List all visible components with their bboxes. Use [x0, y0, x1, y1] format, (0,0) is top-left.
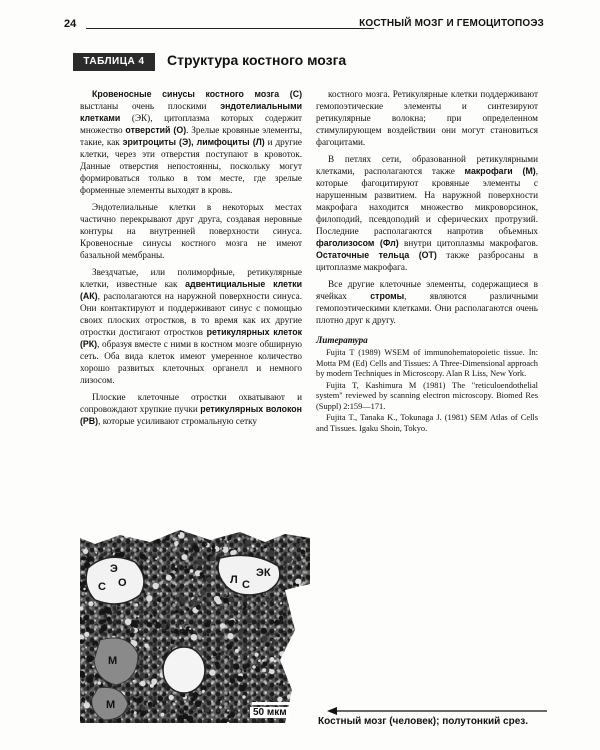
- cell-dot: [237, 676, 243, 682]
- text-run: , которые усиливают стромальную сетку: [98, 416, 258, 426]
- bold-term: ретикулярных клеток (РК): [80, 327, 302, 349]
- cell-dot: [261, 547, 263, 549]
- cell-dot: [205, 543, 208, 546]
- cell-dot: [146, 544, 148, 546]
- cell-dot: [158, 696, 163, 701]
- cell-dot: [274, 620, 280, 626]
- cell-dot: [200, 572, 204, 576]
- cell-dot: [164, 705, 170, 711]
- page-header: [64, 14, 544, 34]
- cell-dot: [227, 633, 233, 639]
- cell-dot: [166, 575, 172, 581]
- cell-dot: [220, 606, 224, 610]
- cell-dot: [157, 661, 162, 666]
- cell-dot: [147, 622, 152, 627]
- cell-dot: [264, 545, 267, 548]
- paragraph: [80, 391, 302, 427]
- cell-dot: [131, 628, 135, 632]
- cell-dot: [262, 668, 266, 672]
- cell-dot: [173, 597, 175, 599]
- cell-dot: [82, 569, 84, 571]
- cell-dot: [264, 603, 266, 605]
- cell-dot: [181, 622, 183, 624]
- cell-dot: [242, 656, 244, 658]
- figure-caption: Костный мозг (человек); полутонкий срез.: [318, 716, 529, 727]
- cell-dot: [270, 669, 275, 674]
- cell-dot: [83, 588, 85, 590]
- cell-dot: [156, 539, 161, 544]
- cell-dot: [230, 678, 236, 684]
- bold-term: стромы: [370, 291, 405, 301]
- cell-dot: [266, 599, 271, 604]
- cell-dot: [162, 570, 165, 573]
- left-column: [80, 88, 302, 432]
- cell-dot: [189, 628, 191, 630]
- paragraph: [80, 201, 302, 261]
- cell-dot: [82, 556, 86, 560]
- cell-dot: [195, 713, 197, 715]
- cell-dot: [246, 617, 253, 624]
- cell-dot: [277, 634, 280, 637]
- cell-dot: [299, 539, 303, 543]
- text-run: выстланы очень плоскими: [80, 101, 221, 111]
- cell-dot: [161, 713, 165, 717]
- cell-dot: [146, 595, 152, 601]
- text-run: и другие клетки, через эти отверстия поступают в кровоток. Данные отверстия непостоянны, поскольку могут формироваться только в том месте, где зрелые форменные элементы выходят в кровь.: [80, 137, 302, 195]
- bold-term: макрофаги (М): [464, 166, 536, 176]
- cell-dot: [215, 546, 218, 549]
- cell-dot: [175, 544, 178, 547]
- page-number: 24: [64, 18, 77, 30]
- cell-dot: [303, 555, 305, 557]
- cell-dot: [206, 587, 211, 592]
- cell-dot: [175, 629, 178, 632]
- cell-dot: [117, 718, 121, 722]
- cell-dot: [226, 644, 232, 650]
- cell-dot: [215, 661, 220, 666]
- cell-dot: [137, 697, 143, 703]
- cell-dot: [236, 595, 238, 597]
- cell-dot: [234, 711, 237, 714]
- cell-dot: [178, 706, 180, 708]
- cell-dot: [195, 700, 202, 707]
- cell-dot: [269, 719, 271, 721]
- label-c-left: С: [98, 581, 106, 593]
- table-heading: [65, 50, 545, 74]
- cell-dot: [157, 598, 162, 603]
- cell-dot: [147, 561, 149, 563]
- cell-dot: [111, 552, 113, 554]
- label-ek: ЭК: [256, 567, 271, 579]
- cell-dot: [155, 558, 157, 560]
- bold-term: фаголизосом (Фл): [316, 238, 399, 248]
- cell-dot: [151, 679, 157, 685]
- cell-dot: [244, 536, 246, 538]
- cell-dot: [104, 607, 108, 611]
- text-run: Плоские клеточные отростки охватывают и сопровождают хрупкие пучки: [80, 392, 302, 414]
- cell-dot: [86, 655, 93, 662]
- cell-dot: [282, 545, 284, 547]
- cell-dot: [187, 539, 192, 544]
- cell-dot: [98, 681, 101, 684]
- cell-dot: [169, 557, 173, 561]
- cell-dot: [131, 710, 134, 713]
- scale-bar-line: [252, 702, 294, 705]
- cell-dot: [225, 652, 228, 655]
- cell-dot: [205, 642, 208, 645]
- cell-dot: [229, 712, 235, 718]
- cell-dot: [83, 615, 89, 621]
- cell-dot: [205, 622, 211, 628]
- cell-dot: [258, 659, 261, 662]
- cell-dot: [280, 680, 283, 683]
- cell-dot: [283, 613, 286, 616]
- cell-dot: [213, 652, 217, 656]
- cell-dot: [252, 545, 255, 548]
- cell-dot: [84, 687, 87, 690]
- cell-dot: [130, 632, 135, 637]
- cell-dot: [84, 632, 89, 637]
- cell-dot: [272, 639, 276, 643]
- bold-term: эритроциты (Э), лимфоциты (Л): [122, 137, 265, 147]
- cell-dot: [81, 697, 85, 701]
- cell-dot: [134, 611, 136, 613]
- cell-dot: [94, 645, 97, 648]
- cell-dot: [84, 702, 90, 708]
- cell-dot: [281, 642, 283, 644]
- cell-dot: [88, 601, 93, 606]
- cell-dot: [175, 568, 179, 572]
- cell-dot: [219, 636, 223, 640]
- cell-dot: [148, 702, 153, 707]
- cell-dot: [277, 683, 279, 685]
- cell-dot: [191, 634, 198, 641]
- cell-dot: [187, 534, 193, 540]
- cell-dot: [101, 625, 107, 631]
- cell-dot: [210, 556, 215, 561]
- cell-dot: [191, 697, 195, 701]
- cell-dot: [244, 669, 247, 672]
- cell-dot: [161, 624, 166, 629]
- cell-dot: [135, 603, 138, 606]
- label-o: О: [118, 577, 127, 589]
- cell-dot: [257, 627, 259, 629]
- cell-dot: [255, 653, 259, 657]
- micrograph-image: [80, 520, 310, 723]
- cell-dot: [168, 589, 171, 592]
- cell-dot: [165, 536, 169, 540]
- text-run: , образуя вместе с ними в костном мозге обширную сеть. Оба вида клеток имеют умеренное количество хорошо развитых клеточных органелл и немного лизосом.: [80, 339, 302, 385]
- cell-dot: [196, 559, 203, 566]
- cell-dot: [131, 640, 133, 642]
- cell-dot: [152, 705, 155, 708]
- cell-dot: [238, 634, 243, 639]
- cell-dot: [206, 577, 212, 583]
- cell-dot: [209, 669, 215, 675]
- cell-dot: [181, 598, 187, 604]
- cell-dot: [227, 536, 231, 540]
- cell-dot: [173, 703, 175, 705]
- label-l: Л: [230, 574, 238, 586]
- cell-dot: [214, 609, 216, 611]
- cell-dot: [125, 619, 132, 626]
- cell-dot: [152, 583, 158, 589]
- cell-dot: [269, 677, 271, 679]
- bold-term: Кровеносные синусы костного мозга (С): [92, 89, 302, 99]
- cell-dot: [171, 564, 175, 568]
- cell-dot: [303, 577, 305, 579]
- cell-dot: [154, 624, 156, 626]
- text-run: костного мозга. Ретикулярные клетки поддерживают гемопоэтические элементы и синтезируют ретикулярные волокна; при определенном стимулирующем воздействии они могут становиться фагоцитами.: [316, 89, 538, 147]
- scale-bar-label: 50 мкм: [250, 707, 290, 718]
- cell-dot: [186, 608, 190, 612]
- cell-dot: [223, 598, 229, 604]
- cell-dot: [244, 605, 247, 608]
- text-run: , которые фагоцитируют кровяные элементы с нарушенным развитием. На наружной поверхности макрофага находится множество микроворсинок, филоподий, псевдоподий и сферических протрузий. Последние располагаются напротив объемных: [316, 166, 538, 236]
- cell-dot: [270, 657, 275, 662]
- bold-term: эндотелиальными клетками: [80, 101, 302, 123]
- text-run: Звездчатые, или полиморфные, ретикулярные клетки, известные как: [80, 267, 302, 289]
- cell-dot: [261, 628, 267, 634]
- cell-dot: [139, 673, 145, 679]
- cell-dot: [162, 596, 164, 598]
- cell-dot: [169, 695, 174, 700]
- reference-item: Fujita T., Tanaka K., Tokunaga J. (1981) SEM Atlas of Cells and Tissues. Igaku Shoin, Tokyo.: [316, 413, 538, 433]
- cell-dot: [219, 706, 222, 709]
- cell-dot: [175, 610, 179, 614]
- cell-dot: [212, 548, 216, 552]
- paragraph: [316, 278, 538, 326]
- cell-dot: [192, 598, 196, 602]
- cell-dot: [200, 590, 206, 596]
- bold-term: Остаточные тельца (ОТ): [316, 250, 437, 260]
- cell-dot: [256, 666, 259, 669]
- cell-dot: [212, 545, 216, 549]
- cell-dot: [262, 660, 264, 662]
- cell-dot: [197, 568, 199, 570]
- cell-dot: [262, 636, 268, 642]
- cell-dot: [286, 557, 292, 563]
- label-m-lower: М: [106, 699, 116, 711]
- cell-dot: [194, 547, 200, 553]
- paragraph: [316, 153, 538, 273]
- paragraph: [80, 266, 302, 386]
- cell-dot: [217, 710, 219, 712]
- label-m-upper: М: [108, 655, 118, 667]
- cell-dot: [117, 607, 120, 610]
- cell-dot: [140, 554, 146, 560]
- label-e: Э: [110, 563, 118, 575]
- cell-dot: [177, 715, 184, 722]
- cell-dot: [183, 706, 188, 711]
- cell-dot: [86, 556, 92, 562]
- cell-dot: [252, 665, 256, 669]
- cell-dot: [115, 549, 118, 552]
- cell-dot: [230, 696, 233, 699]
- text-run: Эндотелиальные клетки в некоторых местах частично перекрывают друг друга, создавая неровные контуры на внутренней поверхности синуса. Кровеносные синусы костного мозга не имеют базальной мембраны.: [80, 202, 302, 260]
- cell-dot: [184, 565, 187, 568]
- cell-dot: [155, 622, 162, 629]
- paragraph: [316, 88, 538, 148]
- cell-dot: [279, 616, 284, 621]
- cell-dot: [134, 711, 137, 714]
- text-run: . Зрелые кровяные элементы, такие, как: [80, 125, 303, 147]
- cell-dot: [178, 533, 180, 535]
- cell-dot: [245, 539, 251, 545]
- cell-dot: [92, 666, 94, 668]
- cell-dot: [140, 711, 145, 716]
- cell-dot: [146, 608, 150, 612]
- cell-dot: [214, 596, 220, 602]
- cell-dot: [137, 615, 139, 617]
- cell-dot: [233, 663, 239, 669]
- right-column: [316, 88, 538, 435]
- cell-dot: [218, 653, 220, 655]
- cell-dot: [184, 568, 190, 574]
- cell-dot: [176, 590, 178, 592]
- cell-dot: [265, 643, 269, 647]
- text-run: внутри цитоплазмы макрофагов.: [398, 238, 538, 248]
- cell-dot: [180, 627, 182, 629]
- cell-dot: [133, 680, 135, 682]
- cell-dot: [222, 539, 224, 541]
- cell-dot: [191, 579, 193, 581]
- cell-dot: [181, 631, 183, 633]
- cell-dot: [279, 685, 283, 689]
- cell-dot: [274, 660, 277, 663]
- cell-dot: [184, 550, 188, 554]
- cell-dot: [230, 620, 235, 625]
- cell-dot: [181, 554, 187, 560]
- arrow-left-icon: [327, 706, 549, 716]
- cell-dot: [83, 549, 88, 554]
- cell-dot: [106, 617, 111, 622]
- text-run: также разбросаны в цитоплазме макрофага.: [316, 250, 538, 272]
- reference-item: Fujita T, Kashimura M (1981) The "reticuloendothelial system" reviewed by scanning electron microscopy. Biomed Res (Suppl) 2:159—171.: [316, 380, 538, 411]
- cell-dot: [242, 647, 246, 651]
- cell-dot: [81, 679, 84, 682]
- cell-dot: [136, 672, 138, 674]
- cell-dot: [168, 569, 171, 572]
- cell-dot: [207, 634, 209, 636]
- cell-dot: [160, 590, 162, 592]
- cell-dot: [227, 541, 229, 543]
- text-run: (ЭК), цитоплазма которых содержит множество: [80, 113, 302, 135]
- cell-dot: [246, 663, 251, 668]
- references-heading: Литература: [316, 335, 368, 345]
- cell-dot: [201, 711, 203, 713]
- label-c-right: С: [242, 579, 250, 591]
- micrograph: [80, 520, 310, 723]
- bold-term: адвентициальные клетки (АК): [80, 279, 302, 301]
- cell-dot: [124, 626, 127, 629]
- cell-dot: [103, 619, 107, 623]
- cell-dot: [280, 602, 282, 604]
- cell-dot: [293, 583, 297, 587]
- cell-dot: [223, 594, 226, 597]
- text-run: В петлях сети, образованной ретикулярными клетками, располагаются также: [316, 154, 538, 176]
- cell-dot: [171, 640, 175, 644]
- cell-dot: [222, 548, 224, 550]
- cell-dot: [238, 629, 244, 635]
- cell-dot: [227, 710, 229, 712]
- bold-term: отверстий (О): [125, 125, 187, 135]
- cell-dot: [133, 698, 137, 702]
- paragraph: [80, 88, 302, 196]
- running-title: КОСТНЫЙ МОЗГ И ГЕМОЦИТОПОЭЗ: [359, 18, 544, 29]
- cell-dot: [196, 605, 201, 610]
- cell-dot: [140, 663, 142, 665]
- cell-dot: [92, 560, 94, 562]
- cell-dot: [182, 694, 186, 698]
- cell-dot: [192, 692, 198, 698]
- table-title: Структура костного мозга: [167, 52, 347, 68]
- cell-dot: [205, 707, 210, 712]
- text-run: , располагаются на наружной поверхности синуса. Они контактируют и поддерживают синус с помощью своих плоских отростков, в то время как их другие отростки достигают отростков: [80, 291, 302, 337]
- cell-dot: [87, 676, 94, 683]
- cell-dot: [171, 627, 175, 631]
- cell-dot: [200, 605, 202, 607]
- cell-dot: [220, 623, 226, 629]
- cell-dot: [239, 685, 241, 687]
- cell-dot: [145, 644, 149, 648]
- cell-dot: [234, 707, 237, 710]
- cell-dot: [268, 550, 274, 556]
- cell-dot: [263, 685, 269, 691]
- header-rule: [86, 28, 374, 29]
- cell-dot: [179, 637, 181, 639]
- cell-dot: [143, 638, 145, 640]
- cell-dot: [136, 617, 138, 619]
- cell-dot: [222, 547, 228, 553]
- table-label: ТАБЛИЦА 4: [73, 53, 155, 71]
- cell-dot: [140, 681, 146, 687]
- text-run: Все другие клеточные элементы, содержащиеся в ячейках: [316, 279, 538, 301]
- cell-dot: [158, 647, 160, 649]
- cell-dot: [285, 634, 287, 636]
- text-run: , являются различными гемопоэтическими клетками. Они располагаются очень плотно друг к другу.: [316, 291, 538, 325]
- cell-dot: [150, 615, 153, 618]
- cell-dot: [218, 699, 221, 702]
- cell-dot: [98, 548, 100, 550]
- cell-dot: [242, 695, 245, 698]
- bold-term: ретикулярных волокон (РВ): [80, 404, 302, 426]
- cell-dot: [301, 549, 306, 554]
- cell-dot: [211, 634, 213, 636]
- cell-dot: [202, 690, 205, 693]
- cell-dot: [296, 584, 299, 587]
- cell-dot: [95, 552, 97, 554]
- cell-dot: [187, 716, 193, 722]
- cell-dot: [86, 627, 91, 632]
- cell-dot: [263, 662, 268, 667]
- cell-dot: [235, 649, 239, 653]
- reference-item: Fujita T (1989) WSEM of immunohematopoietic tissue. In: Motta PM (Ed) Cells and Tissues: A Three-Dimensional approach by modern Techniques in Microscopy. Alan R Liss, New York.: [316, 348, 538, 378]
- cell-dot: [190, 569, 194, 573]
- cell-dot: [154, 615, 156, 617]
